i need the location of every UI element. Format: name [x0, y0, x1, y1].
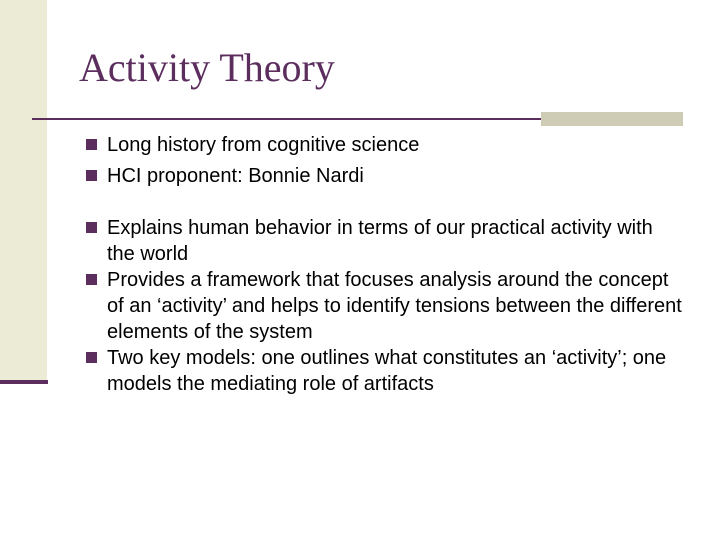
bullet-item [86, 267, 686, 345]
bullet-text: Two key models: one outlines what constitutes an ‘activity’; one models the mediating role of artifacts [107, 347, 667, 395]
bullet-list [86, 132, 686, 397]
bullet-item [86, 345, 686, 397]
square-bullet-icon [86, 170, 97, 181]
bullet-item [86, 215, 686, 267]
bullet-item [86, 163, 686, 189]
side-decor-line [0, 380, 48, 384]
bullet-text: Explains human behavior in terms of our practical activity with the world [107, 217, 653, 265]
title-underline-accent [541, 112, 683, 126]
title-underline [32, 118, 542, 120]
bullet-text: HCI proponent: Bonnie Nardi [107, 165, 364, 187]
slide-title: Activity Theory [79, 45, 335, 90]
square-bullet-icon [86, 139, 97, 150]
bullet-text: Long history from cognitive science [107, 134, 420, 156]
side-decor-band [0, 0, 47, 383]
square-bullet-icon [86, 274, 97, 285]
bullet-item [86, 132, 686, 158]
square-bullet-icon [86, 222, 97, 233]
square-bullet-icon [86, 352, 97, 363]
bullet-text: Provides a framework that focuses analysis around the concept of an ‘activity’ and helps to identify tensions between the different elements of the system [107, 269, 682, 343]
